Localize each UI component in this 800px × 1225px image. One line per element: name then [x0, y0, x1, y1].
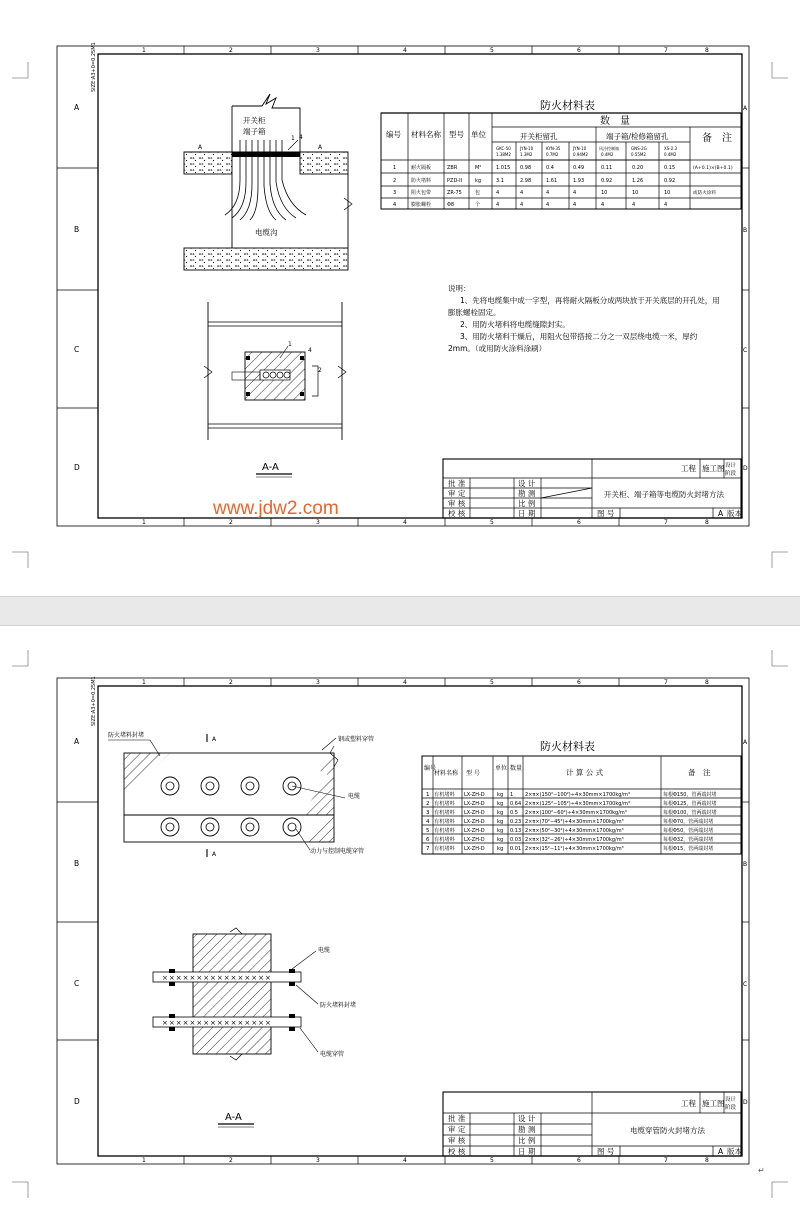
cell-value: 0.11	[601, 165, 613, 171]
cell-value: 0.15	[664, 165, 676, 171]
note-line: 2、用防火堵料将电缆缝隙封实。	[460, 320, 570, 329]
col-label: 5	[490, 47, 494, 54]
row-label: A	[743, 105, 748, 112]
table-title: 防火材料表	[540, 99, 595, 112]
cell-remark: 每根Φ70，管两端封堵	[663, 819, 714, 825]
row-label: D	[743, 465, 748, 472]
cell-model: LX-ZH-D	[464, 801, 485, 807]
cell-model: LX-ZH-D	[464, 828, 485, 834]
col-label: 4	[403, 47, 407, 54]
sub-model: GNS-2G	[631, 146, 647, 151]
th-model: 型号	[449, 130, 464, 139]
size-note: SIZE:A3+0=0.25M1	[91, 676, 97, 726]
cell-formula: 2×π×(50²−30²)÷4×30mm×1700kg/m³	[525, 828, 624, 834]
sub-model: GKC-50	[496, 146, 511, 151]
sub-model: KYN-35	[546, 146, 561, 151]
row-label: B	[743, 227, 748, 234]
sub-size: 0.7M2	[546, 152, 559, 157]
inner-frame	[98, 54, 742, 518]
tb-design-stage-2: 阶段	[725, 1105, 737, 1111]
col-label: 2	[229, 519, 233, 526]
cell-no: 1	[393, 165, 397, 171]
cell-formula: 2×π×(100²−60²)÷4×30mm×1700kg/m³	[525, 810, 627, 816]
label-terminal-box: 端子箱	[243, 127, 266, 136]
title-block-1	[443, 459, 742, 518]
cell-model: LX-ZH-D	[464, 837, 485, 843]
col-label: 1	[142, 1157, 146, 1164]
cell-name: 有机堵料	[434, 846, 455, 852]
cell-unit: kg	[497, 828, 504, 834]
drawing-sheet-2	[0, 626, 800, 1225]
cell-name: 有机堵料	[434, 792, 455, 798]
th-remark: 备 注	[688, 768, 711, 777]
col-label: 5	[490, 679, 494, 686]
tb-design-stage: 设计	[725, 463, 737, 469]
cell-value: 0.4	[546, 165, 554, 171]
marker-a-left: A	[198, 144, 203, 151]
tb-project: 工程	[681, 464, 696, 473]
col-label: 1	[142, 47, 146, 54]
notes-title: 说明：	[448, 284, 471, 293]
sub-model: XS-2.3	[664, 146, 678, 151]
plan-title-aa: A-A	[262, 462, 279, 473]
cut-mark-top: A	[212, 736, 217, 743]
cell-name: 有机堵料	[434, 819, 455, 825]
tb-design: 设 计	[518, 1114, 536, 1123]
col-label: 6	[577, 679, 581, 686]
cell-model: ZBR	[447, 165, 458, 171]
tb-version-prefix: A	[718, 1147, 724, 1156]
col-label: 4	[403, 519, 407, 526]
col-label: 2	[229, 679, 233, 686]
section-view-switchgear	[184, 94, 352, 270]
th-model: 型 号	[466, 770, 480, 777]
cell-remark: 每根Φ150，管两端封堵	[663, 792, 717, 798]
col-label: 4	[403, 1157, 407, 1164]
cell-name: 防火堵料	[411, 178, 432, 184]
tb-stage: 施工图	[702, 1099, 725, 1108]
row-label: C	[74, 979, 80, 988]
cell-value: 10	[664, 190, 671, 196]
tb-drawing-no: 图 号	[597, 1147, 615, 1156]
cell-unit: kg	[497, 810, 504, 816]
col-label: 3	[316, 1157, 320, 1164]
col-label: 3	[316, 519, 320, 526]
label-fire-seal: 防火堵料封堵	[108, 732, 145, 739]
th-no: 编号	[424, 765, 437, 772]
col-label: 8	[705, 679, 709, 686]
label-power-control: 动力与控制电缆穿管	[310, 848, 365, 855]
cell-remark: 每根Φ50，管两端封堵	[663, 828, 714, 834]
cell-remark: 每根Φ125，管两端封堵	[663, 801, 717, 807]
cell-no: 4	[393, 202, 397, 208]
label-cable-trench: 电缆沟	[255, 228, 278, 237]
watermark: www.jdw2.com	[213, 498, 339, 519]
cell-model: PZD-II	[447, 178, 463, 184]
cell-unit: 个	[475, 202, 481, 208]
plan-view-aa	[204, 302, 346, 477]
cell-model: LX-ZH-D	[464, 819, 485, 825]
cell-value: 4	[573, 202, 577, 208]
note-line: 3、用防火堵料干燥后，用阻火包带搭接二分之一双层绕电缆一米，厚约	[460, 332, 698, 341]
cell-value: 3.1	[496, 178, 504, 184]
callout-4: 4	[308, 347, 312, 354]
col-label: 2	[229, 1157, 233, 1164]
tb-survey: 勘 测	[518, 489, 536, 498]
row-label: A	[743, 739, 748, 746]
cell-remark: 每根Φ100，管两端封堵	[663, 810, 717, 816]
pipe-section-view	[153, 928, 356, 1127]
col-label: 7	[664, 519, 668, 526]
col-label: 8	[705, 47, 709, 54]
cell-unit: kg	[475, 178, 482, 184]
sub-size: 1.3M2	[520, 152, 533, 157]
cell-value: 4	[601, 202, 605, 208]
note-line: 1、先将电缆集中成一字型，再将耐火隔板分成两块放于开关底层的开孔处，用	[460, 296, 720, 305]
cell-remark: (A+0.1)×(B+0.1)	[693, 166, 733, 171]
tb-design-stage: 设计	[725, 1097, 737, 1103]
row-label: C	[743, 347, 748, 354]
row-label: A	[74, 737, 80, 746]
cell-formula: 2×π×(150²−100²)÷4×30mm×1700kg/m³	[525, 792, 630, 798]
col-label: 8	[705, 519, 709, 526]
cell-unit: kg	[497, 819, 504, 825]
cell-model: Φ8	[447, 202, 455, 208]
cell-no: 6	[426, 837, 430, 843]
th-remark: 备 注	[702, 133, 732, 144]
col-label: 5	[490, 1157, 494, 1164]
label-cable: 电缆	[318, 947, 331, 954]
col-label: 8	[705, 1157, 709, 1164]
cell-value: 0.98	[520, 165, 532, 171]
cell-name: 有机堵料	[434, 837, 455, 843]
cell-qty: 1	[510, 792, 514, 798]
row-label: D	[743, 1099, 748, 1106]
cell-value: 4	[664, 202, 668, 208]
sub-size: 0.94M2	[573, 152, 588, 157]
label-pipe: 电缆穿管	[320, 1051, 345, 1058]
size-note: SIZE:A3+0=0.25M1	[91, 42, 97, 92]
cell-unit: 包	[475, 190, 481, 196]
tb-verify: 校 核	[448, 1147, 466, 1156]
column-labels-top	[142, 679, 709, 686]
col-label: 7	[664, 47, 668, 54]
sub-model: JYN-10	[520, 146, 534, 151]
cell-no: 4	[426, 819, 430, 825]
note-line: 膨胀螺栓固定。	[448, 308, 501, 317]
column-labels-bottom	[142, 1157, 709, 1164]
cell-no: 5	[426, 828, 430, 834]
material-table-1	[381, 98, 741, 209]
cell-value: 0.20	[632, 165, 644, 171]
column-grid	[57, 46, 749, 526]
callout-1: 1	[288, 341, 292, 348]
cell-value: 4	[632, 202, 636, 208]
cell-name: 膨胀螺栓	[411, 202, 432, 208]
tb-review: 审 定	[448, 1125, 466, 1134]
cell-value: 1.26	[632, 178, 644, 184]
title-block-2	[443, 1092, 742, 1156]
cell-formula: 2×π×(32²−26²)÷4×30mm×1700kg/m³	[525, 837, 624, 843]
column-grid	[57, 678, 749, 1164]
section-title-aa: A-A	[225, 1112, 242, 1123]
col-label: 5	[490, 519, 494, 526]
paragraph-mark: ↵	[758, 1166, 765, 1175]
tb-date: 日 期	[518, 1147, 536, 1156]
th-name: 材料名称	[411, 130, 441, 139]
row-label: C	[743, 981, 748, 988]
sub-model: 风冷控制箱	[599, 146, 619, 151]
th-formula: 计 算 公 式	[566, 768, 604, 777]
tb-design: 设 计	[518, 479, 536, 488]
cell-value: 1.015	[496, 165, 511, 171]
tb-project: 工程	[681, 1099, 696, 1108]
cell-qty: 0.13	[510, 828, 522, 834]
tb-drawing-no: 图 号	[597, 509, 615, 518]
tb-version-prefix: A	[718, 509, 724, 518]
th-no: 编号	[386, 130, 401, 139]
label-steel-pipe: 钢或塑料穿管	[338, 736, 375, 743]
sub-size: 1.38M2	[496, 152, 511, 157]
drawing-page-1	[0, 0, 800, 596]
sub-size: 0.4M2	[664, 152, 677, 157]
tb-survey: 勘 测	[518, 1125, 536, 1134]
tb-version: 版本	[727, 509, 742, 518]
page-separator	[0, 596, 800, 626]
pipe-plan-view	[108, 731, 374, 858]
tb-review: 审 定	[448, 489, 466, 498]
cell-value: 0.92	[664, 178, 676, 184]
cell-model: LX-ZH-D	[464, 846, 485, 852]
cell-value: 4	[573, 190, 577, 196]
cell-unit: M²	[475, 165, 482, 171]
cell-value: 4	[520, 202, 524, 208]
cell-no: 2	[426, 801, 430, 807]
table-body	[426, 790, 716, 852]
cell-no: 3	[393, 190, 397, 196]
tb-version: 版本	[727, 1147, 742, 1156]
row-label: A	[74, 103, 80, 112]
callout-4: 4	[299, 134, 303, 141]
cell-value: 4	[496, 190, 500, 196]
th-qty: 数量	[510, 765, 523, 772]
drawing-page-2	[0, 626, 800, 1225]
cell-value: 0.49	[573, 165, 585, 171]
th-unit: 单位	[495, 765, 508, 772]
cell-qty: 0.23	[510, 819, 522, 825]
tb-verify: 校 核	[448, 509, 466, 518]
col-label: 3	[316, 47, 320, 54]
tb-check: 审 核	[448, 499, 466, 508]
tb-approve: 批 准	[448, 479, 466, 488]
sub-size: 0.55M2	[631, 152, 646, 157]
col-label: 6	[577, 519, 581, 526]
col-label: 7	[664, 1157, 668, 1164]
cell-value: 1.93	[573, 178, 585, 184]
cell-formula: 2×π×(70²−45²)÷4×30mm×1700kg/m³	[525, 819, 624, 825]
cell-no: 3	[426, 810, 430, 816]
th-unit: 单位	[471, 130, 486, 139]
cell-value: 10	[601, 190, 608, 196]
col-label: 6	[577, 1157, 581, 1164]
tb-date: 日 期	[518, 509, 536, 518]
cell-name: 阻火包带	[411, 190, 432, 196]
cell-value: 10	[632, 190, 639, 196]
cell-qty: 0.03	[510, 837, 522, 843]
col-label: 1	[142, 519, 146, 526]
cell-remark: 每根Φ15，管两端封堵	[663, 846, 714, 852]
cell-no: 7	[426, 846, 430, 852]
sub-model: JYN-10	[573, 146, 587, 151]
column-labels-bottom	[142, 519, 709, 526]
col-label: 3	[316, 679, 320, 686]
th-qty: 数 量	[600, 116, 630, 127]
row-label: D	[74, 1097, 80, 1106]
tb-scale: 比 例	[518, 499, 536, 508]
cell-qty: 0.64	[510, 801, 522, 807]
cell-unit: kg	[497, 792, 504, 798]
tb-approve: 批 准	[448, 1114, 466, 1123]
col-label: 1	[142, 679, 146, 686]
cell-model: LX-ZH-D	[464, 810, 485, 816]
cable-x-row: ××××××××××××××××	[162, 974, 272, 982]
cell-formula: 2×π×(15²−11²)÷4×30mm×1700kg/m³	[525, 846, 624, 852]
cell-model: ZR-75	[447, 190, 462, 196]
cell-remark: 或防火涂料	[693, 191, 716, 196]
th-terminal-holes: 端子箱/检修箱留孔	[606, 132, 669, 141]
cell-model: LX-ZH-D	[464, 792, 485, 798]
row-label: C	[74, 345, 80, 354]
row-label: B	[743, 861, 748, 868]
tb-drawing-title: 电缆穿管防火封堵方法	[630, 1126, 705, 1135]
outer-frame	[57, 46, 749, 526]
label-seal: 防火堵料封堵	[320, 1002, 357, 1009]
tb-design-stage-2: 阶段	[725, 471, 737, 477]
cell-no: 1	[426, 792, 430, 798]
th-name: 材料名称	[434, 770, 459, 777]
th-switch-holes: 开关柜留孔	[520, 132, 558, 141]
tb-check: 审 核	[448, 1136, 466, 1145]
cell-formula: 2×π×(125²−105²)÷4×30mm×1700kg/m³	[525, 801, 630, 807]
marker-a-right: A	[318, 144, 323, 151]
col-label: 4	[403, 679, 407, 686]
cell-value: 4	[546, 190, 550, 196]
callout-2: 2	[318, 367, 322, 374]
cell-unit: kg	[497, 837, 504, 843]
label-switch-cabinet: 开关柜	[243, 116, 266, 125]
cell-value: 4	[546, 202, 550, 208]
outer-frame	[57, 678, 749, 1164]
cell-qty: 0.5	[510, 810, 518, 816]
tb-drawing-title: 开关柜、端子箱等电缆防火封堵方法	[604, 490, 724, 499]
row-label: B	[74, 859, 80, 868]
note-line: 2mm。（或用防火涂料涂刷）	[448, 344, 547, 353]
row-label: B	[74, 225, 80, 234]
cell-unit: kg	[497, 846, 504, 852]
cell-value: 2.98	[520, 178, 532, 184]
cell-name: 有机堵料	[434, 801, 455, 807]
sub-size: 0.4M2	[601, 152, 614, 157]
table-title: 防火材料表	[540, 740, 595, 753]
cell-name: 耐火隔板	[411, 165, 432, 171]
cell-value: 4	[496, 202, 500, 208]
cell-value: 0.92	[601, 178, 613, 184]
tb-scale: 比 例	[518, 1136, 536, 1145]
material-table-2	[422, 739, 741, 854]
cable-x-row: ××××××××××××××××	[162, 1019, 272, 1027]
row-labels	[74, 103, 748, 472]
cell-value: 4	[520, 190, 524, 196]
callout-1: 1	[291, 135, 295, 142]
drawing-sheet-1	[0, 0, 800, 596]
cell-unit: kg	[497, 801, 504, 807]
sub-header-row	[496, 145, 678, 157]
col-label: 7	[664, 679, 668, 686]
col-label: 2	[229, 47, 233, 54]
column-labels-top	[142, 47, 709, 54]
label-cable: 电缆	[348, 793, 361, 800]
cell-name: 有机堵料	[434, 828, 455, 834]
cell-qty: 0.01	[510, 846, 522, 852]
pipe-holes	[161, 777, 301, 836]
tb-stage: 施工图	[702, 464, 725, 473]
row-label: D	[74, 463, 80, 472]
col-label: 6	[577, 47, 581, 54]
cell-name: 有机堵料	[434, 810, 455, 816]
notes-block	[448, 283, 720, 353]
cell-no: 2	[393, 178, 397, 184]
cell-remark: 每根Φ32，管两端封堵	[663, 837, 714, 843]
cell-value: 1.61	[546, 178, 558, 184]
cut-mark-bottom: A	[212, 851, 217, 858]
